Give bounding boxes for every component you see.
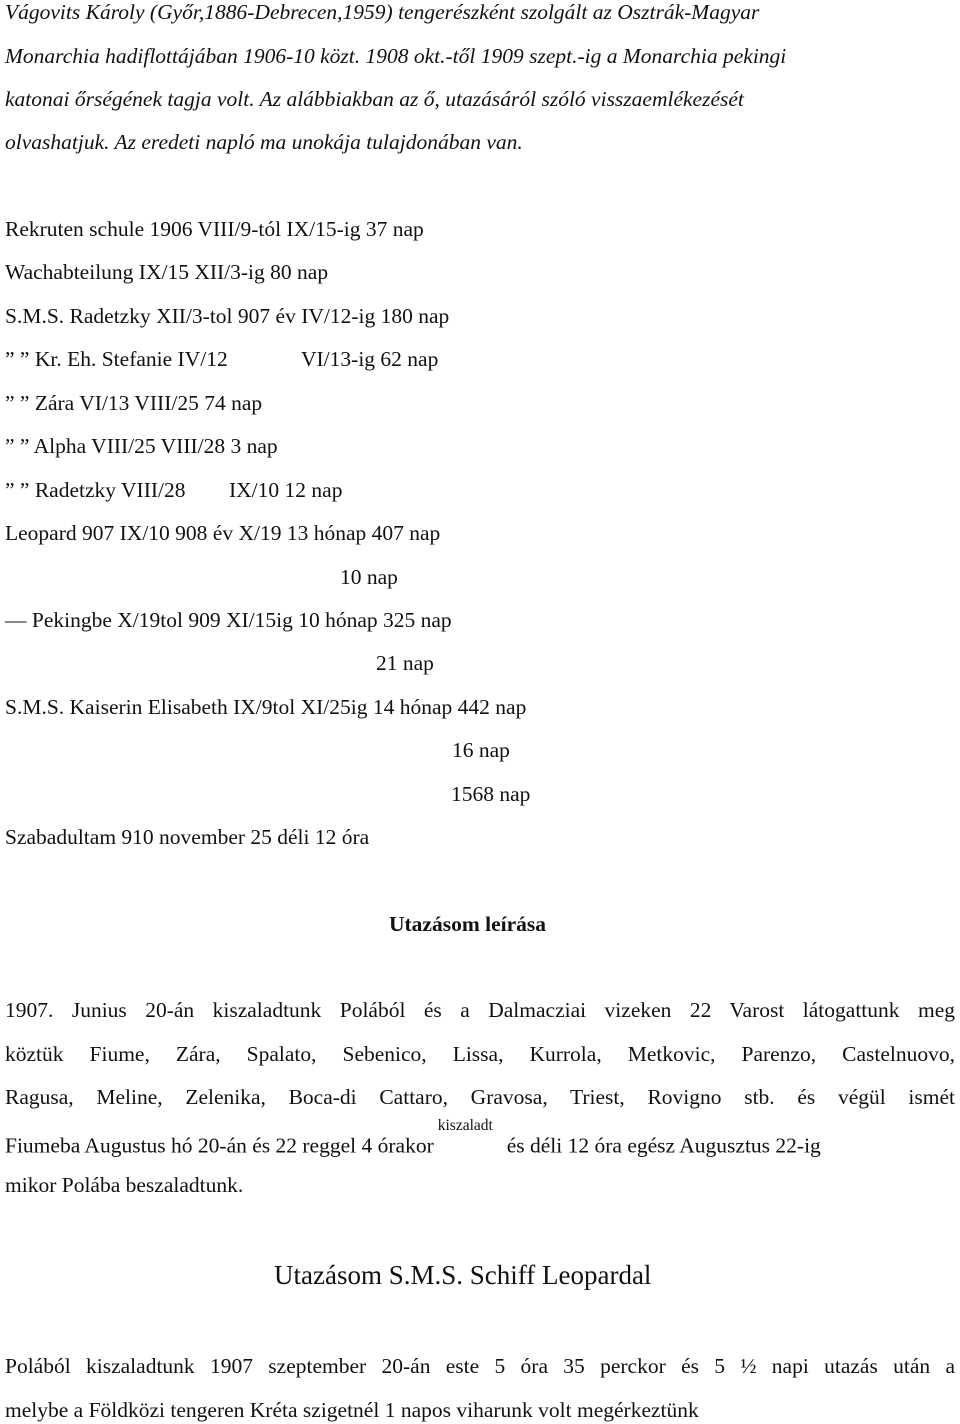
superscript-wrapper bbox=[434, 1117, 507, 1153]
section-title-leopard: Utazásom S.M.S. Schiff Leopardal bbox=[274, 1260, 652, 1290]
service-log-line-10: S.M.S. Kaiserin Elisabeth IX/9tol XI/25ig 14 hónap 442 nap bbox=[5, 695, 527, 719]
service-log-line-4b: VI/13-ig 62 nap bbox=[301, 347, 439, 371]
service-log-line-1: Rekruten schule 1906 VIII/9-tól IX/15-ig 37 nap bbox=[5, 217, 424, 241]
superscript-kiszaladt: kiszaladt bbox=[437, 1117, 493, 1134]
service-log-line-5: ” ” Zára VI/13 VIII/25 74 nap bbox=[5, 391, 263, 415]
intro-line-1: Vágovits Károly (Győr,1886-Debrecen,1959) tengerészként szolgált az Osztrák-Magyar bbox=[5, 0, 760, 24]
service-log-line-6: ” ” Alpha VIII/25 VIII/28 3 nap bbox=[5, 434, 278, 458]
service-log-release: Szabadultam 910 november 25 déli 12 óra bbox=[5, 825, 370, 849]
section1-line-2: köztük Fiume, Zára, Spalato, Sebenico, Lissa, Kurrola, Metkovic, Parenzo, Castelnuovo, bbox=[5, 1042, 955, 1066]
section1-line-4-start: Fiumeba Augustus hó 20-án és 22 reggel 4 órakor bbox=[5, 1133, 434, 1158]
service-log-line-7a: ” ” Radetzky VIII/28 bbox=[5, 478, 186, 502]
intro-line-4: olvashatjuk. Az eredeti napló ma unokája tulajdonában van. bbox=[5, 130, 523, 154]
service-log-line-7b: IX/10 12 nap bbox=[229, 478, 343, 502]
service-log-line-2: Wachabteilung IX/15 XII/3-ig 80 nap bbox=[5, 260, 329, 284]
service-log-subtotal-2: 21 nap bbox=[376, 651, 434, 675]
section1-line-5: mikor Polába beszaladtunk. bbox=[5, 1173, 244, 1197]
service-log-line-3: S.M.S. Radetzky XII/3-tol 907 év IV/12-ig 180 nap bbox=[5, 304, 450, 328]
intro-line-3: katonai őrségének tagja volt. Az alábbiakban az ő, utazásáról szóló visszaemlékezését bbox=[5, 87, 744, 111]
service-log-subtotal-3: 16 nap bbox=[452, 738, 510, 762]
service-log-line-9: — Pekingbe X/19tol 909 XI/15ig 10 hónap 325 nap bbox=[5, 608, 452, 632]
section1-line-3: Ragusa, Meline, Zelenika, Boca-di Cattaro, Gravosa, Triest, Rovigno stb. és végül ismét bbox=[5, 1085, 955, 1109]
service-log-subtotal-1: 10 nap bbox=[340, 565, 398, 589]
section2-line-1: Polából kiszaladtunk 1907 szeptember 20-án este 5 óra 35 perckor és 5 ½ napi utazás után a bbox=[5, 1354, 955, 1378]
section1-line-4-end: és déli 12 óra egész Augusztus 22-ig bbox=[506, 1133, 821, 1158]
service-log-total: 1568 nap bbox=[451, 782, 531, 806]
intro-line-2: Monarchia hadiflottájában 1906-10 közt. 1908 okt.-től 1909 szept.-ig a Monarchia pekingi bbox=[5, 44, 787, 68]
section1-line-4 bbox=[5, 1117, 821, 1158]
section1-line-1: 1907. Junius 20-án kiszaladtunk Polából és a Dalmacziai vizeken 22 Varost látogattunk meg bbox=[5, 998, 955, 1022]
section2-line-2: melybe a Földközi tengeren Kréta szigetnél 1 napos viharunk volt megérkeztünk bbox=[5, 1398, 699, 1422]
section-title-utazasom-leirasa: Utazásom leírása bbox=[389, 912, 547, 936]
service-log-line-8: Leopard 907 IX/10 908 év X/19 13 hónap 407 nap bbox=[5, 521, 441, 545]
service-log-line-4a: ” ” Kr. Eh. Stefanie IV/12 bbox=[5, 347, 228, 371]
